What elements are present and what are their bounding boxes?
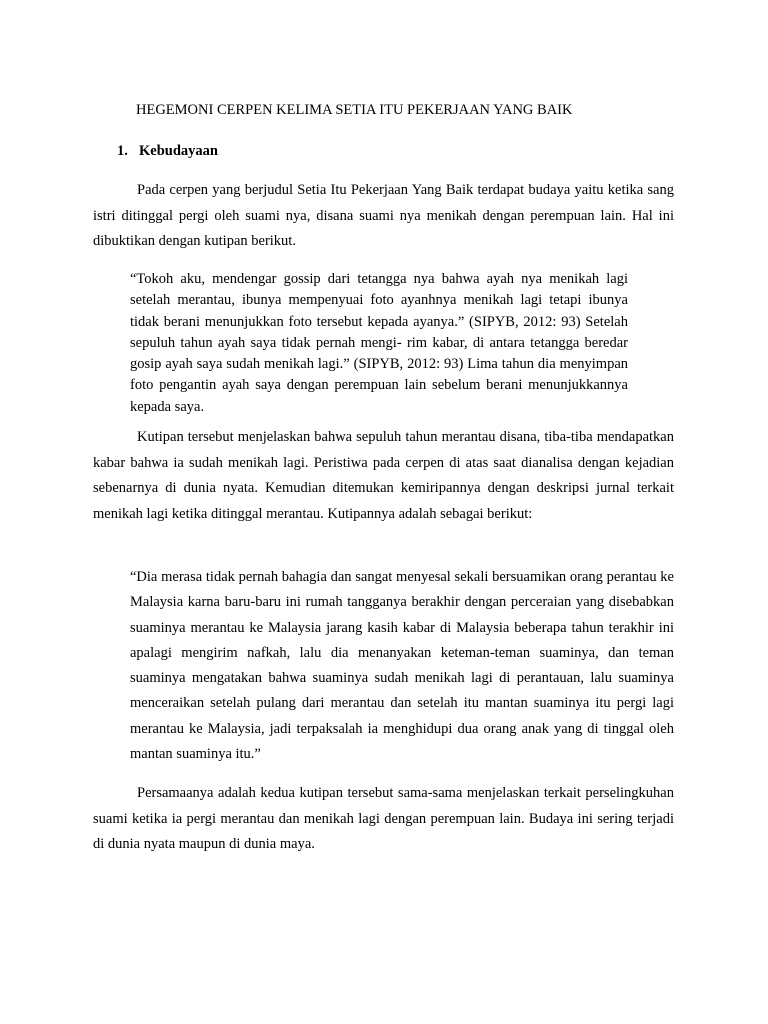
paragraph-conclusion: Persamaanya adalah kedua kutipan tersebut sama-sama menjelaskan terkait perselingkuhan suami ketika ia pergi merantau dan menikah lagi dengan perempuan lain. Budaya ini sering terjadi di dunia nyata maupun di dunia maya. xyxy=(93,785,674,852)
block-quote-story: “Tokoh aku, mendengar gossip dari tetangga nya bahwa ayah nya menikah lagi setelah merantau, ibunya mempenyuai foto ayanhnya menikah lagi tetapi ibunya tidak berani menunjukkan foto tersebut kepada ayanya.” (SIPYB, 2012: 93) Setelah sepuluh tahun ayah saya tidak pernah mengi- rim kabar, di antara tetangga beredar gosip ayah saya sudah menikah lagi.” (SIPYB, 2012: 93) Lima tahun dia menyimpan foto pengantin ayah saya dengan perempuan lain sebelum berani menunjukkannya kepada saya. xyxy=(130,271,628,415)
paragraph-analysis: Kutipan tersebut menjelaskan bahwa sepuluh tahun merantau disana, tiba-tiba mendapatkan kabar bahwa ia sudah menikah lagi. Peristiwa pada cerpen di atas saat dianalisa dengan kejadian sebenarnya di dunia nyata. Kemudian ditemukan kemiripannya dengan deskripsi jurnal terkait menikah lagi ketika ditinggal merantau. Kutipannya adalah sebagai berikut: xyxy=(93,429,674,522)
block-quote-journal: “Dia merasa tidak pernah bahagia dan sangat menyesal sekali bersuamikan orang perantau ke Malaysia karna baru-baru ini rumah tangganya berakhir dengan perceraian yang disebabkan suaminya merantau ke Malaysia jarang kasih kabar di Malaysia beberapa tahun terakhir ini apalagi mengirim nafkah, lalu dia menanyakan keteman-teman suaminya, dan teman suaminya mengatakan bahwa suaminya sudah menikah lagi di perantauan, lalu suaminya menceraikan setelah pulang dari merantau dan setelah itu mantan suaminya itu pergi lagi merantau ke Malaysia, jadi terpaksalah ia menghidupi dua orang anak yang di tinggal oleh mantan suaminya itu.” xyxy=(130,569,674,763)
document-title: HEGEMONI CERPEN KELIMA SETIA ITU PEKERJAAN YANG BAIK xyxy=(136,102,573,118)
section-heading-text: Kebudayaan xyxy=(139,143,218,159)
paragraph-intro: Pada cerpen yang berjudul Setia Itu Pekerjaan Yang Baik terdapat budaya yaitu ketika sang istri ditinggal pergi oleh suami nya, disana suami nya menikah dengan perempuan lain. Hal ini dibuktikan dengan kutipan berikut. xyxy=(93,182,674,249)
section-heading xyxy=(117,142,218,160)
section-number: 1. xyxy=(117,143,128,159)
